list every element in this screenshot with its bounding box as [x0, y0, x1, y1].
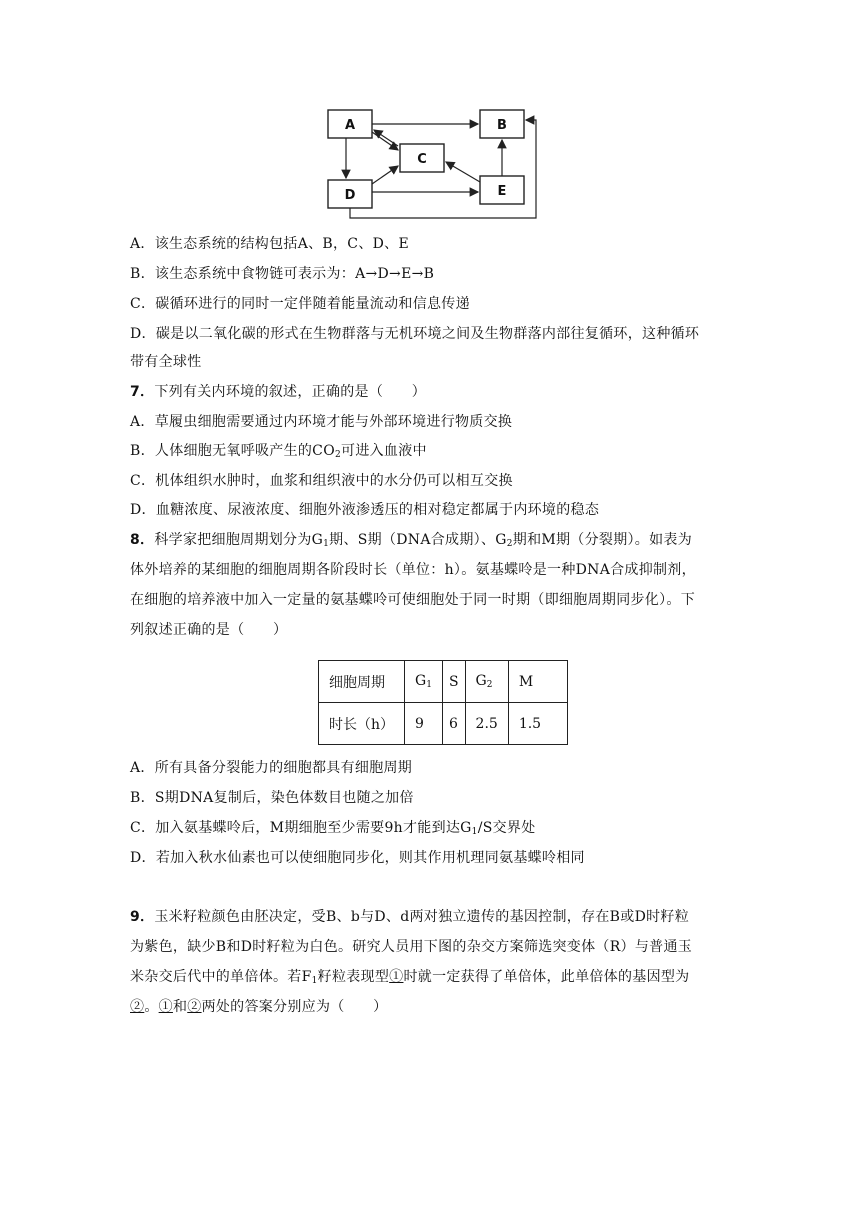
table-cell: M: [508, 661, 567, 703]
q8-stem-line1: 8．科学家把细胞周期划分为$G_1$期、S期（DNA合成期）、$G_2$期和M期（分裂期）。如表为: [130, 532, 692, 549]
table-cell: 细胞周期: [319, 661, 405, 703]
table-row: [319, 661, 568, 703]
q6-option-a: A．该生态系统的结构包括A、B，C、D、E: [130, 236, 409, 252]
table-cell: 9: [405, 703, 443, 745]
q7-stem-text: 下列有关内环境的叙述，正确的是（ ）: [154, 384, 427, 400]
q9-stem-line1: 9．玉米籽粒颜色由胚决定，受B、b与D、d两对独立遗传的基因控制，存在B或D时籽粒: [130, 909, 689, 925]
q8-option-b: B．S期DNA复制后，染色体数目也随之加倍: [130, 790, 414, 806]
q9-number: 9．: [130, 909, 155, 925]
table-row: [319, 703, 568, 745]
q8-option-d: D．若加入秋水仙素也可以使细胞同步化，则其作用机理同氨基蝶呤相同: [130, 850, 585, 866]
q6-option-d: D．碳是以二氧化碳的形式在生物群落与无机环境之间及生物群落内部往复循环，这种循环: [130, 326, 700, 342]
arrow-c-to-a: [374, 130, 398, 146]
blank-mark-2: ②: [130, 999, 145, 1015]
q8-stem-line4: 列叙述正确的是（ ）: [130, 622, 288, 638]
q6-option-d-cont: 带有全球性: [130, 354, 202, 370]
arrow-e-to-c: [446, 162, 480, 182]
cell-cycle-table: [318, 660, 568, 745]
q8-number: 8．: [130, 532, 155, 548]
blank-mark-1: ①: [389, 969, 404, 985]
q9-stem-line4: ②。①和②两处的答案分别应为（ ）: [130, 999, 388, 1015]
q7-option-b: B．人体细胞无氧呼吸产生的$CO_2$可进入血液中: [130, 443, 427, 460]
q9-stem-line3: 米杂交后代中的单倍体。若$F_1$籽粒表现型①时就一定获得了单倍体，此单倍体的基因型为: [130, 969, 690, 986]
table-cell: 1.5: [508, 703, 567, 745]
table-cell: S: [442, 661, 465, 703]
q8-option-c: C．加入氨基蝶呤后，M期细胞至少需要9h才能到达$G_1/S$交界处: [130, 820, 536, 837]
node-d-label: D: [344, 188, 356, 203]
q7-option-a: A．草履虫细胞需要通过内环境才能与外部环境进行物质交换: [130, 414, 513, 430]
q8-option-a: A．所有具备分裂能力的细胞都具有细胞周期: [130, 760, 413, 776]
node-a-label: A: [344, 118, 356, 133]
arrow-d-to-c: [372, 166, 398, 184]
table-cell: $G_1$: [405, 661, 443, 703]
carbon-cycle-diagram: [318, 100, 548, 224]
table-cell: 时长（h）: [319, 703, 405, 745]
table-cell: 6: [442, 703, 465, 745]
arrow-a-to-c: [372, 132, 398, 150]
q6-option-c: C．碳循环进行的同时一定伴随着能量流动和信息传递: [130, 296, 470, 312]
q8-stem-line3: 在细胞的培养液中加入一定量的氨基蝶呤可使细胞处于同一时期（即细胞周期同步化）。下: [130, 592, 695, 608]
q9-stem-line2: 为紫色，缺少B和D时籽粒为白色。研究人员用下图的杂交方案筛选突变体（R）与普通玉: [130, 939, 693, 955]
q7-stem: [130, 382, 426, 402]
q7-number: 7．: [130, 384, 155, 400]
q6-option-b: B．该生态系统中食物链可表示为：A→D→E→B: [130, 266, 435, 282]
q7-option-c: C．机体组织水肿时，血浆和组织液中的水分仍可以相互交换: [130, 473, 513, 489]
table-cell: $G_2$: [465, 661, 508, 703]
node-e-label: E: [497, 184, 507, 199]
node-b-label: B: [497, 118, 507, 133]
q7-option-d: D．血糖浓度、尿液浓度、细胞外液渗透压的相对稳定都属于内环境的稳态: [130, 502, 600, 518]
table-cell: 2.5: [465, 703, 508, 745]
q8-stem-line2: 体外培养的某细胞的细胞周期各阶段时长（单位：h）。氨基蝶呤是一种DNA合成抑制剂，: [130, 562, 696, 578]
node-c-label: C: [417, 152, 427, 167]
